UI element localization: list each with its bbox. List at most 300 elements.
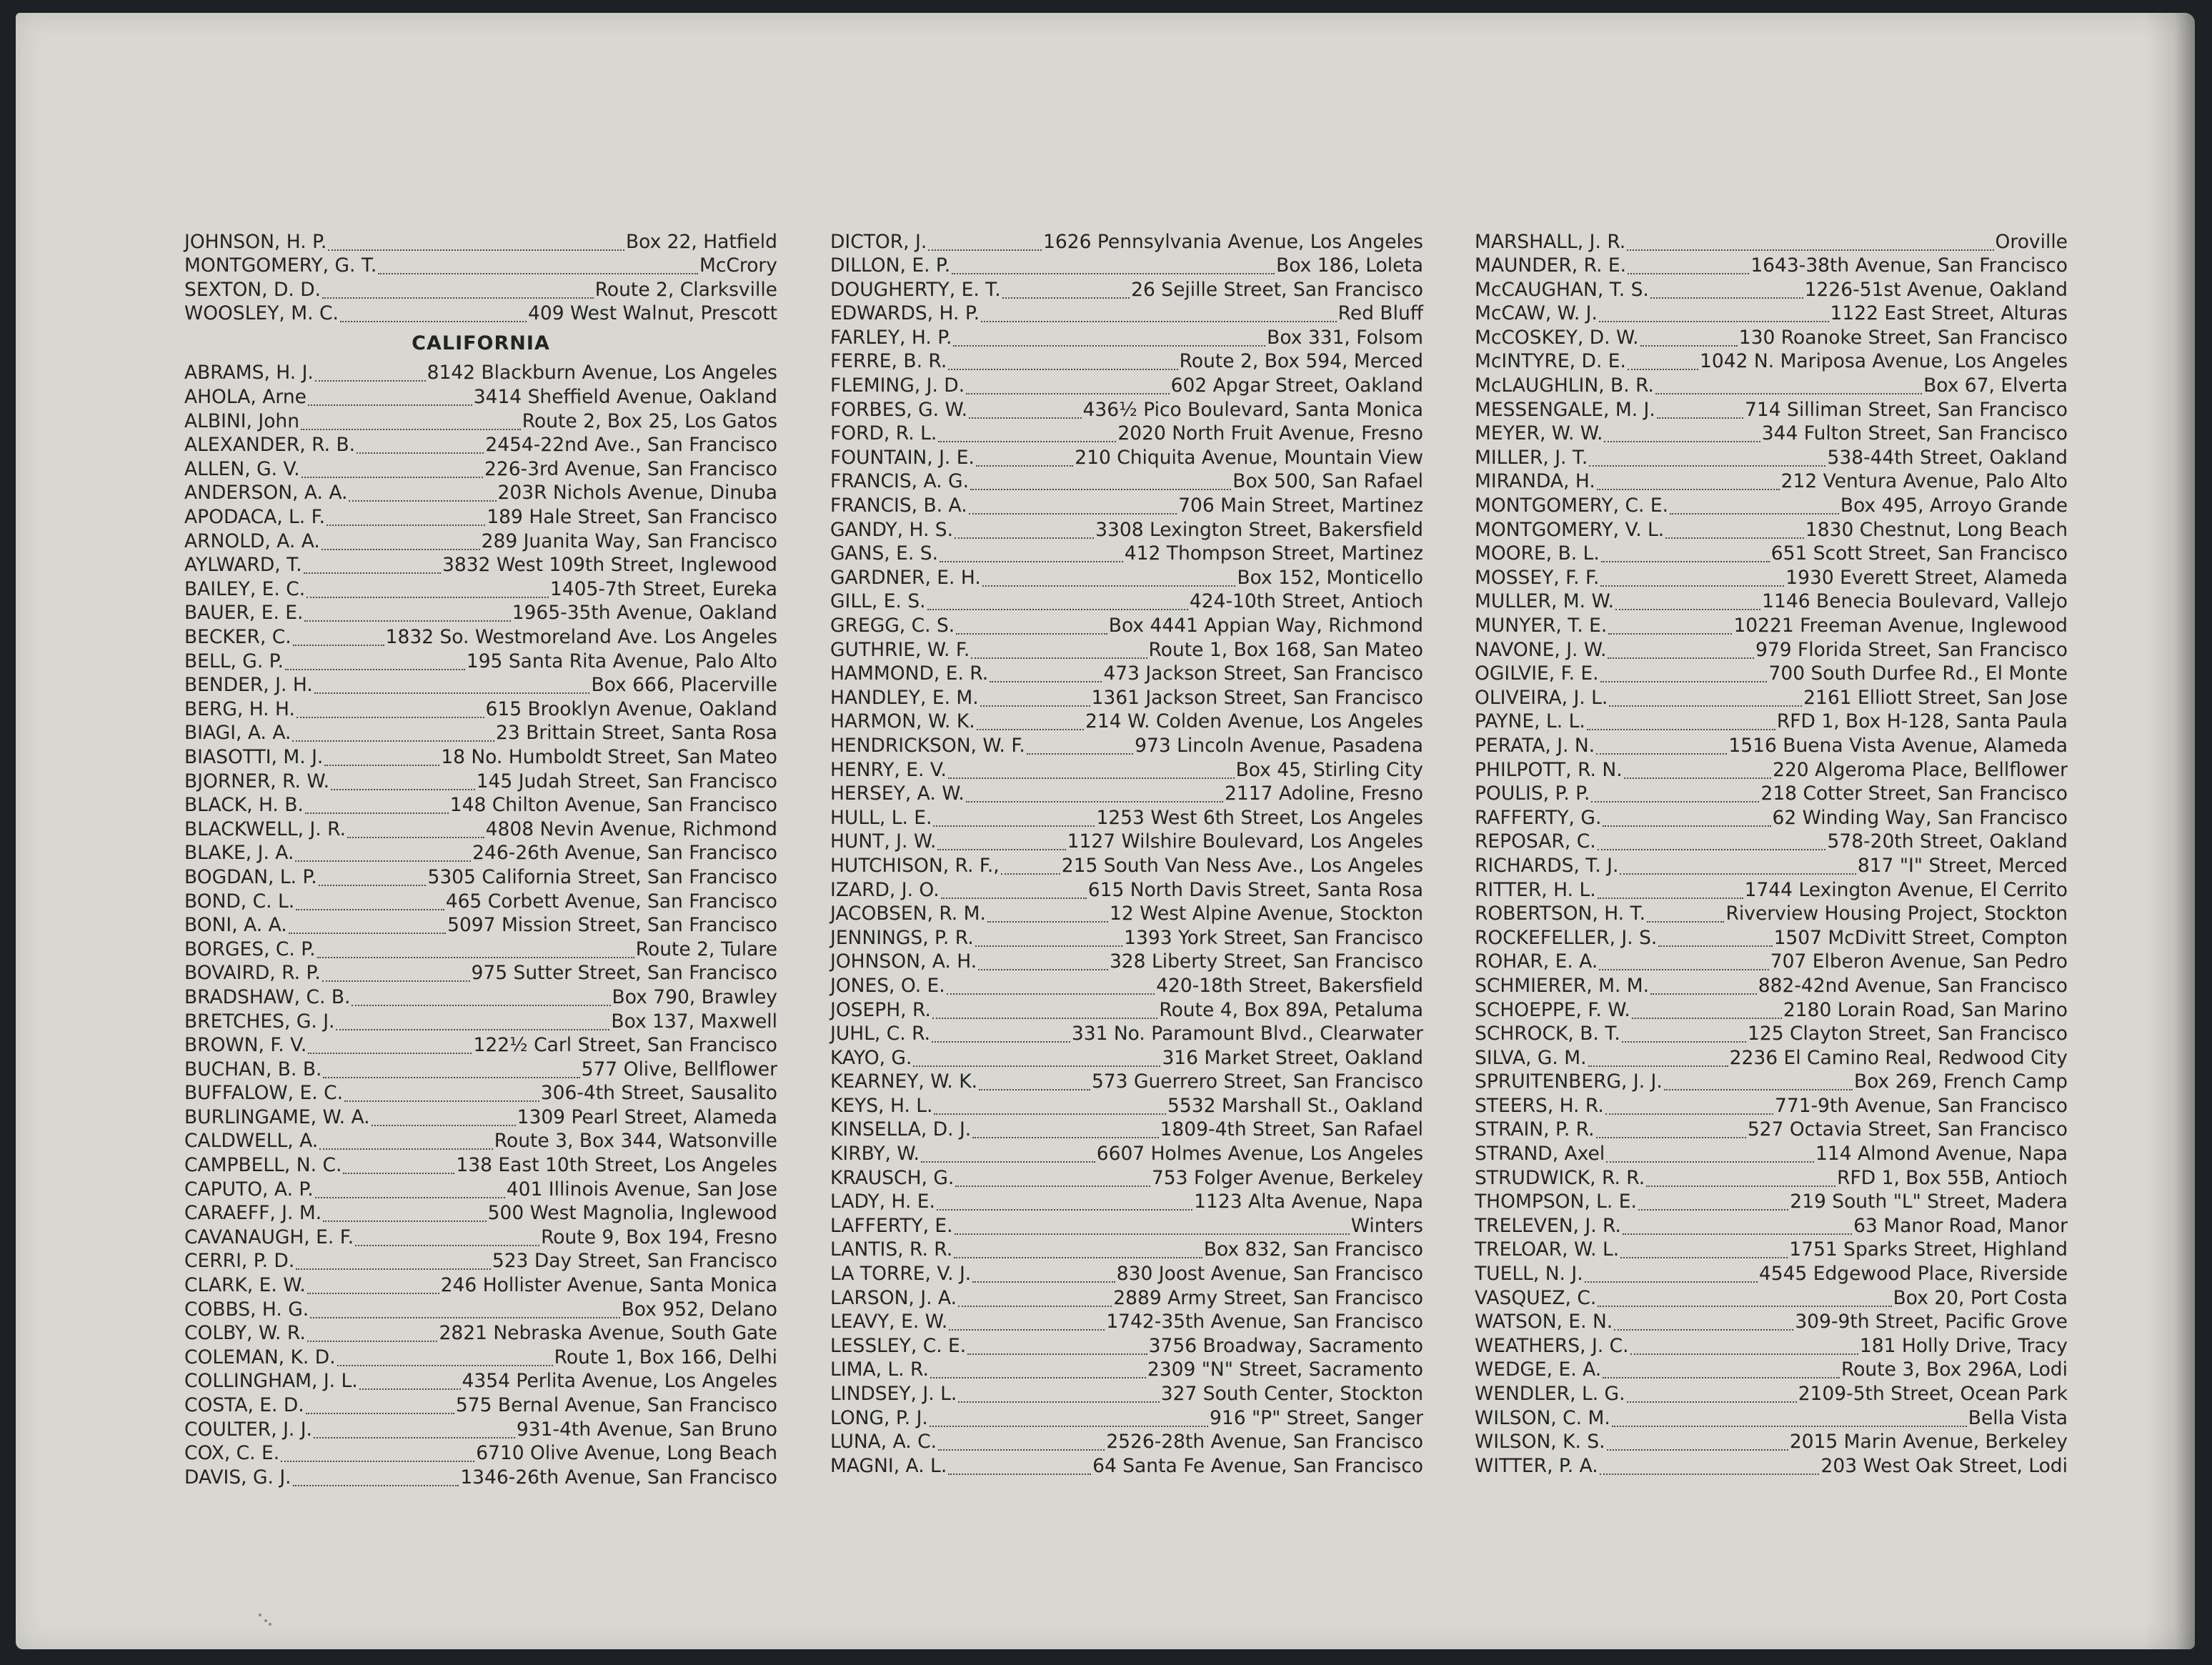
directory-entry	[184, 742, 777, 767]
entry-address: 2454-22nd Ave., San Francisco	[485, 434, 777, 457]
directory-entry	[830, 827, 1423, 852]
entry-name: CALDWELL, A.	[184, 1130, 319, 1153]
entry-address: 979 Florida Street, San Francisco	[1755, 638, 2068, 661]
directory-entry	[1475, 1163, 2068, 1188]
entry-name: AYLWARD, T.	[184, 554, 302, 577]
entry-address: 830 Joost Avenue, San Francisco	[1116, 1263, 1423, 1286]
entry-name: STEERS, H. R.	[1475, 1094, 1604, 1117]
entries-top-list	[184, 227, 777, 323]
dot-leader	[289, 914, 446, 935]
directory-entry	[1475, 540, 2068, 564]
dot-leader	[1599, 302, 1829, 323]
entry-address: 465 Corbett Avenue, San Francisco	[445, 890, 777, 913]
entry-name: BLACKWELL, J. R.	[184, 817, 347, 840]
entry-address: 700 South Durfee Rd., El Monte	[1768, 662, 2068, 685]
entry-address: 1930 Everett Street, Alameda	[1785, 566, 2068, 589]
dot-leader	[337, 1346, 553, 1366]
directory-entry	[184, 551, 777, 575]
directory-entry	[1475, 1451, 2068, 1476]
entry-name: FORBES, G. W.	[830, 398, 968, 421]
entry-name: LARSON, J. A.	[830, 1286, 957, 1309]
dot-leader	[981, 302, 1337, 323]
entry-name: BUCHAN, B. B.	[184, 1058, 322, 1080]
entry-address: 1405-7th Street, Eureka	[549, 577, 777, 600]
entry-address: 23 Brittain Street, Santa Rosa	[496, 722, 777, 745]
directory-entry	[184, 1031, 777, 1055]
entry-address: 344 Fulton Street, San Francisco	[1761, 422, 2068, 445]
entry-address: 5097 Mission Street, San Francisco	[447, 914, 777, 937]
directory-entry	[830, 1211, 1423, 1236]
entry-address: RFD 1, Box 55B, Antioch	[1837, 1166, 2068, 1189]
directory-entry	[830, 275, 1423, 299]
dot-leader	[1597, 470, 1780, 491]
entry-address: 500 West Magnolia, Inglewood	[487, 1202, 777, 1225]
entry-name: CAMPBELL, N. C.	[184, 1154, 342, 1177]
entry-name: STRUDWICK, R. R.	[1475, 1166, 1645, 1189]
dot-leader	[913, 1046, 1160, 1067]
entry-address: 6607 Holmes Avenue, Los Angeles	[1096, 1143, 1423, 1166]
entry-address: 409 West Walnut, Prescott	[527, 302, 777, 325]
entry-address: 3756 Broadway, Sacramento	[1148, 1334, 1423, 1357]
entry-address: 412 Thompson Street, Martinez	[1124, 542, 1423, 565]
directory-entry	[1475, 1140, 2068, 1164]
entry-name: JENNINGS, P. R.	[830, 926, 974, 949]
directory-entry	[830, 900, 1423, 924]
directory-entry	[184, 227, 777, 252]
entry-name: LINDSEY, J. L.	[830, 1383, 957, 1405]
dot-leader	[1615, 590, 1760, 611]
entry-name: HUTCHISON, R. F.,	[830, 854, 1000, 877]
entry-name: GUTHRIE, W. F.	[830, 638, 970, 661]
dot-leader	[352, 985, 610, 1006]
entry-name: MILLER, J. T.	[1475, 446, 1588, 469]
directory-entry	[184, 647, 777, 671]
dot-leader	[301, 409, 521, 430]
entry-address: 219 South "L" Street, Madera	[1790, 1191, 2068, 1213]
entry-address: RFD 1, Box H-128, Santa Paula	[1776, 710, 2068, 733]
dot-leader	[1600, 1454, 1820, 1475]
directory-entry	[184, 1127, 777, 1151]
directory-entry	[1475, 683, 2068, 707]
dot-leader	[319, 865, 427, 886]
dot-leader	[322, 530, 480, 550]
entry-name: BUFFALOW, E. C.	[184, 1082, 344, 1105]
dot-leader	[932, 998, 1157, 1019]
dot-leader	[357, 434, 484, 454]
entry-address: 5305 California Street, San Francisco	[427, 865, 777, 888]
directory-entry	[830, 875, 1423, 900]
entry-address: 138 East 10th Street, Los Angeles	[456, 1154, 777, 1177]
entry-name: BROWN, F. V.	[184, 1034, 307, 1057]
dot-leader	[966, 782, 1223, 803]
directory-entry	[184, 503, 777, 527]
entry-address: Box 952, Delano	[621, 1298, 777, 1321]
entry-address: 975 Sutter Street, San Francisco	[471, 962, 777, 985]
directory-entry	[1475, 1091, 2068, 1115]
dot-leader	[972, 1263, 1115, 1283]
directory-entry	[1475, 851, 2068, 875]
dot-leader	[938, 422, 1116, 443]
entry-name: RAFFERTY, G.	[1475, 806, 1602, 829]
dot-leader	[1647, 903, 1724, 923]
directory-entry	[184, 791, 777, 815]
entry-name: WATSON, E. N.	[1475, 1311, 1613, 1333]
directory-entry	[1475, 587, 2068, 612]
directory-entry	[184, 623, 777, 647]
entry-address: 210 Chiquita Avenue, Mountain View	[1075, 446, 1423, 469]
directory-entry	[830, 780, 1423, 804]
dot-leader	[378, 254, 698, 275]
entry-name: BELL, G. P.	[184, 650, 284, 672]
entry-name: RITTER, H. L.	[1475, 878, 1596, 901]
dot-leader	[1605, 1094, 1773, 1115]
dot-leader	[955, 1166, 1150, 1187]
entry-name: FOUNTAIN, J. E.	[830, 446, 975, 469]
entry-name: CARAEFF, J. M.	[184, 1202, 322, 1225]
directory-entry	[1475, 1236, 2068, 1260]
dot-leader	[293, 1466, 459, 1486]
entry-name: CAPUTO, A. P.	[184, 1178, 314, 1201]
entry-name: LANTIS, R. R.	[830, 1238, 953, 1261]
dot-leader	[327, 506, 485, 527]
entry-name: GARDNER, E. H.	[830, 566, 981, 589]
entry-address: 125 Clayton Street, San Francisco	[1747, 1023, 2068, 1045]
entry-address: 2020 North Fruit Avenue, Fresno	[1117, 422, 1423, 445]
directory-entry	[184, 767, 777, 791]
directory-entry	[1475, 419, 2068, 444]
entry-address: Route 1, Box 168, San Mateo	[1148, 638, 1423, 661]
entry-address: 1507 McDivitt Street, Compton	[1773, 926, 2068, 949]
dot-leader	[928, 230, 1042, 251]
directory-entry	[830, 995, 1423, 1020]
directory-entry	[830, 1428, 1423, 1452]
entry-name: SCHMIERER, M. M.	[1475, 974, 1650, 997]
entry-address: Bella Vista	[1968, 1406, 2068, 1429]
directory-entry	[830, 660, 1423, 684]
entry-address: 573 Guerrero Street, San Francisco	[1091, 1070, 1423, 1093]
entry-address: 2236 El Camino Real, Redwood City	[1729, 1046, 2068, 1069]
entry-address: 220 Algeroma Place, Bellflower	[1773, 758, 2068, 781]
directory-entry	[1475, 1068, 2068, 1092]
entry-address: 1123 Alta Avenue, Napa	[1194, 1191, 1423, 1213]
entry-name: SILVA, G. M.	[1475, 1046, 1587, 1069]
dot-leader	[1632, 998, 1782, 1019]
directory-entry	[830, 492, 1423, 516]
dot-leader	[949, 1311, 1105, 1331]
entry-name: MARSHALL, J. R.	[1475, 230, 1626, 253]
entry-name: STRAIN, P. R.	[1475, 1118, 1595, 1141]
directory-entry	[830, 1260, 1423, 1284]
entry-name: WEDGE, E. A.	[1475, 1358, 1602, 1381]
directory-entry	[1475, 875, 2068, 900]
directory-column-2	[830, 227, 1423, 1476]
entry-name: BIAGI, A. A.	[184, 722, 292, 745]
entry-name: DOUGHERTY, E. T.	[830, 278, 1001, 301]
dot-leader	[295, 842, 471, 863]
dot-leader	[934, 1094, 1166, 1115]
entry-address: 1751 Sparks Street, Highland	[1789, 1238, 2068, 1261]
entries-list	[1475, 227, 2068, 1476]
directory-entry	[184, 911, 777, 935]
dot-leader	[315, 1178, 505, 1198]
entry-name: BAILEY, E. C.	[184, 577, 306, 600]
directory-entry	[1475, 515, 2068, 540]
entry-address: Route 4, Box 89A, Petaluma	[1159, 998, 1423, 1021]
entry-address: 1309 Pearl Street, Alameda	[517, 1105, 777, 1128]
entry-address: Oroville	[1995, 230, 2068, 253]
entry-address: Winters	[1350, 1214, 1423, 1237]
directory-entry	[830, 1188, 1423, 1212]
entry-address: 316 Market Street, Oakland	[1162, 1046, 1423, 1069]
entry-name: MIRANDA, H.	[1475, 470, 1595, 493]
entry-name: EDWARDS, H. P.	[830, 302, 980, 325]
dot-leader	[1001, 854, 1060, 875]
directory-entry	[1475, 1403, 2068, 1428]
entry-address: 331 No. Paramount Blvd., Clearwater	[1071, 1023, 1423, 1045]
directory-entry	[1475, 612, 2068, 636]
entry-address: Box 22, Hatfield	[626, 230, 777, 253]
dot-leader	[372, 1105, 516, 1126]
directory-entry	[830, 683, 1423, 707]
dot-leader	[322, 278, 594, 299]
entry-name: HUNT, J. W.	[830, 830, 937, 853]
directory-entry	[830, 707, 1423, 732]
dot-leader	[310, 1298, 619, 1318]
entry-name: COULTER, J. J.	[184, 1418, 312, 1441]
directory-entry	[184, 887, 777, 911]
entry-address: Route 1, Box 166, Delhi	[554, 1346, 777, 1368]
dot-leader	[1628, 350, 1698, 371]
dot-leader	[952, 254, 1275, 275]
directory-page	[16, 13, 2195, 1649]
entry-name: PHILPOTT, R. N.	[1475, 758, 1623, 781]
entry-address: 1643-38th Avenue, San Francisco	[1750, 254, 2068, 277]
directory-entry	[830, 419, 1423, 444]
dot-leader	[955, 1214, 1350, 1235]
entry-name: LESSLEY, C. E.	[830, 1334, 967, 1357]
entry-name: MAGNI, A. L.	[830, 1454, 947, 1477]
dot-leader	[978, 950, 1108, 971]
entry-name: JOHNSON, A. H.	[830, 950, 977, 973]
entry-name: LADY, H. E.	[830, 1191, 935, 1213]
dot-leader	[308, 386, 472, 407]
entry-name: OLIVEIRA, J. L.	[1475, 686, 1608, 709]
dot-leader	[954, 1238, 1202, 1259]
dot-leader	[305, 794, 449, 815]
entry-name: FARLEY, H. P.	[830, 326, 952, 349]
directory-entry	[1475, 1380, 2068, 1404]
dot-leader	[948, 1454, 1091, 1475]
directory-entry	[184, 575, 777, 599]
entry-address: 882-42nd Avenue, San Francisco	[1758, 974, 2068, 997]
entry-name: BRADSHAW, C. B.	[184, 985, 351, 1008]
directory-entry	[184, 431, 777, 455]
directory-entry	[184, 1439, 777, 1463]
entry-name: McCAUGHAN, T. S.	[1475, 278, 1649, 301]
entry-name: ROCKEFELLER, J. S.	[1475, 926, 1658, 949]
entry-address: 707 Elberon Avenue, San Pedro	[1770, 950, 2068, 973]
directory-entry	[1475, 1211, 2068, 1236]
entry-name: HAMMOND, E. R.	[830, 662, 989, 685]
dot-leader	[1655, 374, 1922, 395]
entry-address: 189 Hale Street, San Francisco	[487, 506, 777, 529]
dot-leader	[956, 615, 1107, 635]
entry-address: Route 2, Clarksville	[594, 278, 777, 301]
entry-address: 651 Scott Street, San Francisco	[1770, 542, 2068, 565]
entry-address: 64 Santa Fe Avenue, San Francisco	[1092, 1454, 1423, 1477]
entry-name: MONTGOMERY, C. E.	[1475, 494, 1669, 517]
directory-entry	[830, 299, 1423, 324]
entry-address: Route 2, Tulare	[635, 938, 777, 960]
dot-leader	[938, 1431, 1105, 1451]
dot-leader	[302, 457, 483, 478]
entry-name: WEATHERS, J. C.	[1475, 1334, 1629, 1357]
directory-entry	[1475, 1260, 2068, 1284]
entry-address: 306-4th Street, Sausalito	[540, 1082, 777, 1105]
directory-entry	[830, 587, 1423, 612]
entry-address: 1042 N. Mariposa Avenue, Los Angeles	[1700, 350, 2068, 373]
entry-address: 973 Lincoln Avenue, Pasadena	[1135, 734, 1423, 757]
entry-address: 714 Silliman Street, San Francisco	[1745, 398, 2068, 421]
entry-name: ROBERTSON, H. T.	[1475, 903, 1645, 925]
dot-leader	[1608, 615, 1732, 635]
entry-address: 6710 Olive Avenue, Long Beach	[476, 1442, 777, 1465]
dot-leader	[947, 974, 1155, 995]
entry-name: KIRBY, W.	[830, 1143, 920, 1166]
dot-leader	[1598, 1286, 1891, 1307]
directory-entry	[184, 383, 777, 407]
entry-name: MESSENGALE, M. J.	[1475, 398, 1655, 421]
dot-leader	[969, 494, 1177, 515]
dot-leader	[972, 1118, 1158, 1139]
dot-leader	[1622, 1023, 1746, 1043]
directory-entry	[1475, 227, 2068, 252]
entry-name: BLACK, H. B.	[184, 794, 304, 817]
entry-address: 1127 Wilshire Boulevard, Los Angeles	[1067, 830, 1423, 853]
entry-name: CLARK, E. W.	[184, 1274, 306, 1297]
dot-leader	[296, 1250, 491, 1271]
entry-address: 1516 Buena Vista Avenue, Alameda	[1728, 734, 2068, 757]
directory-entry	[1475, 252, 2068, 276]
dot-leader	[1603, 806, 1770, 827]
dot-leader	[1658, 926, 1772, 947]
directory-entry	[830, 1043, 1423, 1068]
entry-name: SCHROCK, B. T.	[1475, 1023, 1620, 1045]
entry-name: PAYNE, L. L.	[1475, 710, 1585, 733]
entry-address: Route 9, Box 194, Fresno	[541, 1226, 777, 1248]
entry-address: 2015 Marin Avenue, Berkeley	[1789, 1431, 2068, 1453]
entry-address: 122½ Carl Street, San Francisco	[473, 1034, 777, 1057]
entry-name: McLAUGHLIN, B. R.	[1475, 374, 1654, 397]
entry-name: POULIS, P. P.	[1475, 782, 1590, 805]
entry-address: 3414 Sheffield Avenue, Oakland	[473, 386, 777, 409]
dot-leader	[306, 1394, 454, 1415]
dot-leader	[930, 1406, 1208, 1427]
directory-entry	[1475, 467, 2068, 492]
entry-name: HENDRICKSON, W. F.	[830, 734, 1025, 757]
entry-name: MONTGOMERY, G. T.	[184, 254, 377, 277]
directory-entry	[830, 372, 1423, 396]
entry-address: 1346-26th Avenue, San Francisco	[460, 1466, 777, 1488]
directory-entry	[830, 323, 1423, 347]
entry-address: 2161 Elliott Street, San Jose	[1803, 686, 2068, 709]
directory-entry	[1475, 1115, 2068, 1140]
directory-entry	[830, 1451, 1423, 1476]
entry-name: LAFFERTY, E.	[830, 1214, 953, 1237]
entry-address: 1226-51st Avenue, Oakland	[1804, 278, 2068, 301]
entry-name: WITTER, P. A.	[1475, 1454, 1598, 1477]
dot-leader	[932, 1023, 1070, 1043]
dot-leader	[958, 1383, 1160, 1403]
directory-entry	[1475, 971, 2068, 995]
dot-leader	[307, 1274, 439, 1295]
entry-address: 931-4th Avenue, San Bruno	[516, 1418, 777, 1441]
entry-address: 2821 Nebraska Avenue, South Gate	[439, 1322, 777, 1345]
dot-leader	[328, 230, 624, 251]
entry-address: Box 500, San Rafael	[1232, 470, 1423, 493]
directory-entry	[830, 1068, 1423, 1092]
entry-address: 246-26th Avenue, San Francisco	[472, 842, 777, 865]
entry-address: 2117 Adoline, Fresno	[1225, 782, 1423, 805]
dot-leader	[343, 1154, 454, 1175]
entry-address: Box 186, Loleta	[1276, 254, 1423, 277]
directory-entry	[184, 863, 777, 887]
entry-name: GILL, E. S.	[830, 590, 926, 613]
dot-leader	[281, 1442, 474, 1463]
entry-name: ALEXANDER, R. B.	[184, 434, 356, 457]
entry-name: JUHL, C. R.	[830, 1023, 930, 1045]
entry-name: COLLINGHAM, J. L.	[184, 1370, 358, 1393]
entry-name: LA TORRE, V. J.	[830, 1263, 972, 1286]
entry-address: 1122 East Street, Alturas	[1830, 302, 2068, 325]
directory-entry	[184, 407, 777, 431]
dot-leader	[319, 1130, 493, 1150]
entry-name: IZARD, J. O.	[830, 878, 940, 901]
entry-address: 195 Santa Rita Avenue, Palo Alto	[466, 650, 777, 672]
dot-leader	[1027, 734, 1133, 755]
directory-entry	[184, 454, 777, 479]
entry-address: Box 4441 Appian Way, Richmond	[1108, 615, 1423, 637]
dot-leader	[1598, 830, 1826, 851]
entry-name: BENDER, J. H.	[184, 674, 313, 697]
dot-leader	[975, 926, 1123, 947]
dot-leader	[1623, 1214, 1852, 1235]
entry-name: OGILVIE, F. E.	[1475, 662, 1599, 685]
entry-address: Box 269, French Camp	[1853, 1070, 2068, 1093]
directory-entry	[184, 1319, 777, 1343]
entry-name: LONG, P. J.	[830, 1406, 928, 1429]
dot-leader	[304, 554, 441, 575]
entry-name: JONES, O. E.	[830, 974, 945, 997]
entry-address: Box 45, Stirling City	[1235, 758, 1423, 781]
entry-name: KINSELLA, D. J.	[830, 1118, 972, 1141]
dot-leader	[987, 903, 1108, 923]
directory-entry	[184, 695, 777, 719]
directory-entry	[184, 1151, 777, 1176]
entry-name: RICHARDS, T. J.	[1475, 854, 1619, 877]
entry-address: 130 Roanoke Street, San Francisco	[1738, 326, 2068, 349]
entry-name: McCAW, W. J.	[1475, 302, 1598, 325]
entry-address: Box 495, Arroyo Grande	[1840, 494, 2068, 517]
dot-leader	[304, 602, 510, 622]
entry-address: 916 "P" Street, Sanger	[1209, 1406, 1423, 1429]
dot-leader	[349, 482, 496, 502]
dot-leader	[322, 962, 470, 983]
dot-leader	[1596, 1118, 1746, 1139]
dot-leader	[1614, 1311, 1793, 1331]
entry-address: 203R Nichols Avenue, Dinuba	[497, 482, 777, 505]
entry-address: Box 152, Monticello	[1237, 566, 1423, 589]
